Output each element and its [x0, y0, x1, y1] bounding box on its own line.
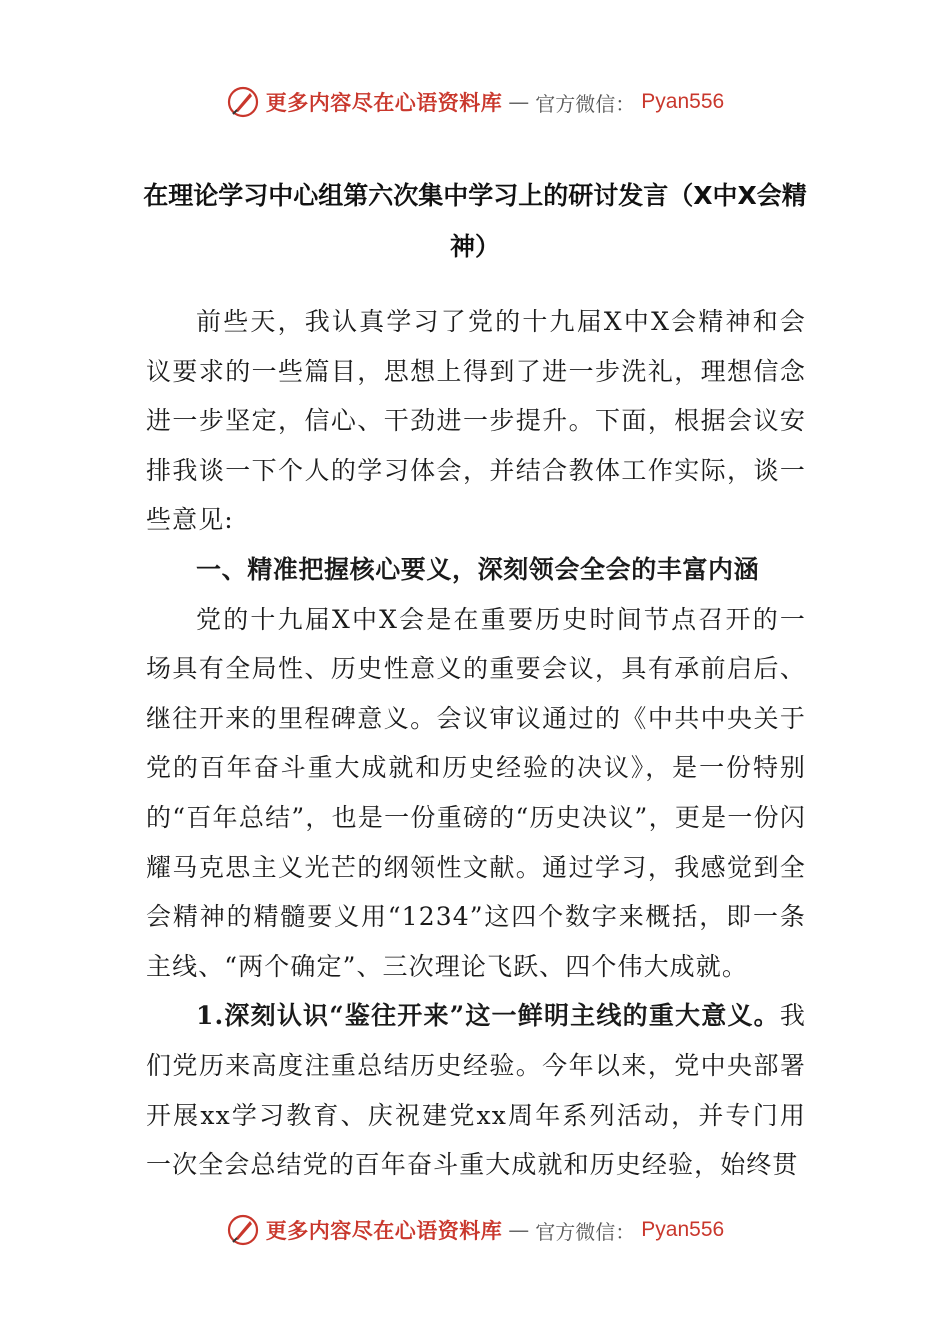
banner-wechat-id: Pyan556: [641, 1218, 725, 1241]
banner-wechat-id: Pyan556: [641, 90, 725, 113]
banner-brand-text: 更多内容尽在心语资料库: [265, 91, 503, 115]
section-1-paragraph: 党的十九届X中X会是在重要历史时间节点召开的一场具有全局性、历史性意义的重要会议，具有承前启后、继往开来的里程碑意义。会议审议通过的《中共中央关于党的百年奋斗重大成就和历史经验的决议》，是一份特别的“百年总结”，也是一份重磅的“历史决议”，更是一份闪耀马克思主义光芒的纲领性文献。通过学习，我感觉到全会精神的精髓要义用“1234”这四个数字来概括，即一条主线、“两个确定”、三次理论飞跃、四个伟大成就。: [146, 604, 806, 981]
header-watermark-banner: [0, 82, 950, 122]
document-body: [146, 297, 806, 1190]
banner-separator: —: [508, 90, 530, 114]
banner-separator: —: [508, 1218, 530, 1242]
document-title: 在理论学习中心组第六次集中学习上的研讨发言（X中X会精神）: [143, 181, 807, 261]
banner-brand-text: 更多内容尽在心语资料库: [265, 1219, 503, 1243]
quill-pen-logo-icon: [226, 1213, 260, 1247]
intro-paragraph: 前些天，我认真学习了党的十九届X中X会精神和会议要求的一些篇目，思想上得到了进一步洗礼，理想信念进一步坚定，信心、干劲进一步提升。下面，根据会议安排我谈一下个人的学习体会，并结合教体工作实际，谈一些意见:: [146, 307, 806, 535]
banner-wechat-label: 官方微信：: [535, 1219, 636, 1244]
point-1-body: 我们党历来高度注重总结历史经验。今年以来，党中央部署开展xx学习教育、庆祝建党xx周年系列活动，并专门用一次全会总结党的百年奋斗重大成就和历史经验，始终贯: [146, 1001, 806, 1180]
section-1-heading: 一、精准把握核心要义，深刻领会全会的丰富内涵: [196, 554, 760, 584]
point-1-paragraph: [146, 991, 806, 1189]
footer-watermark-banner: [0, 1210, 950, 1250]
point-1-heading: 1.深刻认识“鉴往开来”这一鲜明主线的重大意义。: [196, 1001, 780, 1031]
banner-wechat-label: 官方微信：: [535, 91, 636, 116]
quill-pen-logo-icon: [226, 85, 260, 119]
